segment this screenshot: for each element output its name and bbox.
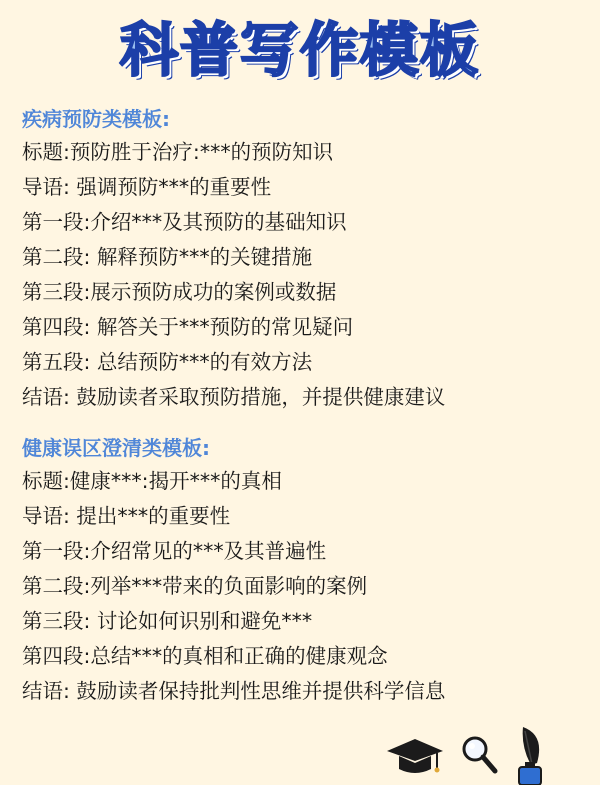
section-heading: 疾病预防类模板:: [22, 107, 170, 131]
section-heading: 健康误区澄清类模板:: [22, 436, 210, 460]
section-disease-prevention: [22, 103, 582, 415]
template-line: 标题:健康***:揭开***的真相: [22, 469, 282, 493]
template-line: 第二段:列举***带来的负面影响的案例: [22, 574, 368, 598]
template-line: 第四段: 解答关于***预防的常见疑问: [22, 315, 354, 339]
template-line: 结语: 鼓励读者保持批判性思维并提供科学信息: [22, 679, 446, 703]
template-line: 结语: 鼓励读者采取预防措施，并提供健康建议: [22, 385, 446, 409]
template-line: 第三段: 讨论如何识别和避免***: [22, 609, 313, 633]
template-line: 第三段:展示预防成功的案例或数据: [22, 280, 337, 304]
template-line: 第一段:介绍***及其预防的基础知识: [22, 210, 347, 234]
section-health-myths: [22, 432, 582, 709]
template-line: 第一段:介绍常见的***及其普遍性: [22, 539, 327, 563]
page-title: 科普写作模板: [119, 16, 480, 84]
template-line: 导语: 强调预防***的重要性: [22, 175, 272, 199]
template-line: 标题:预防胜于治疗:***的预防知识: [22, 140, 334, 164]
template-line: 第五段: 总结预防***的有效方法: [22, 350, 313, 374]
magnifier-icon: [464, 738, 495, 771]
template-line: 第四段:总结***的真相和正确的健康观念: [22, 644, 388, 668]
template-line: 导语: 提出***的重要性: [22, 504, 231, 528]
quill-ink-icon: [519, 727, 541, 785]
template-line: 第二段: 解释预防***的关键措施: [22, 245, 313, 269]
decoration-group: [385, 725, 560, 785]
graduation-cap-icon: [387, 739, 443, 773]
